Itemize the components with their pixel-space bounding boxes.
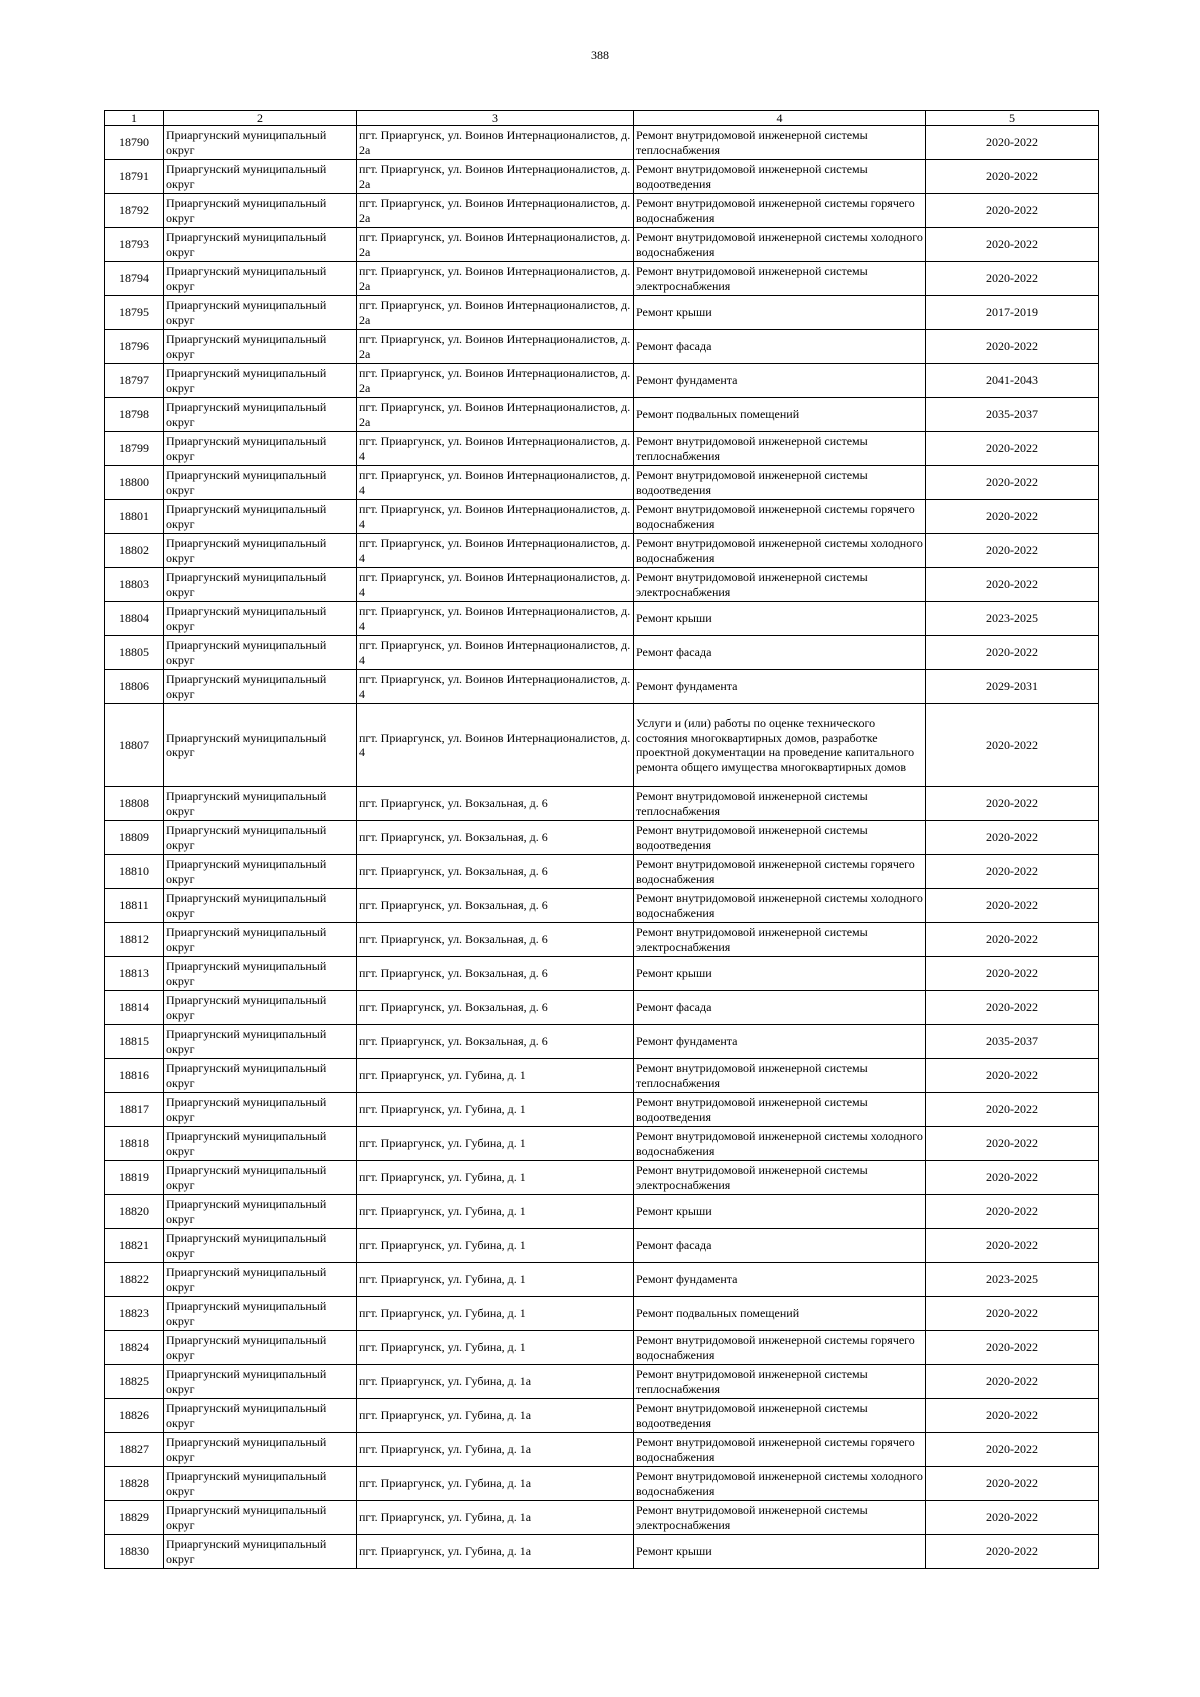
municipality-cell: Приаргунский муниципальный округ xyxy=(164,1161,357,1195)
work-type-cell: Ремонт фундамента xyxy=(634,1025,926,1059)
address-cell: пгт. Приаргунск, ул. Вокзальная, д. 6 xyxy=(357,889,634,923)
address-cell: пгт. Приаргунск, ул. Вокзальная, д. 6 xyxy=(357,855,634,889)
address-cell: пгт. Приаргунск, ул. Губина, д. 1а xyxy=(357,1467,634,1501)
row-number-cell: 18823 xyxy=(105,1297,164,1331)
address-cell: пгт. Приаргунск, ул. Губина, д. 1а xyxy=(357,1365,634,1399)
work-type-cell: Ремонт подвальных помещений xyxy=(634,1297,926,1331)
address-cell: пгт. Приаргунск, ул. Губина, д. 1а xyxy=(357,1501,634,1535)
period-cell: 2020-2022 xyxy=(926,1365,1099,1399)
table-row xyxy=(105,1535,1099,1569)
row-number-cell: 18793 xyxy=(105,228,164,262)
address-cell: пгт. Приаргунск, ул. Воинов Интернационалистов, д. 2а xyxy=(357,330,634,364)
table-row xyxy=(105,228,1099,262)
period-cell: 2023-2025 xyxy=(926,602,1099,636)
address-cell: пгт. Приаргунск, ул. Воинов Интернационалистов, д. 4 xyxy=(357,534,634,568)
row-number-cell: 18804 xyxy=(105,602,164,636)
column-header-4: 4 xyxy=(634,111,926,126)
work-type-cell: Ремонт фундамента xyxy=(634,364,926,398)
period-cell: 2020-2022 xyxy=(926,1229,1099,1263)
municipality-cell: Приаргунский муниципальный округ xyxy=(164,1263,357,1297)
work-type-cell: Ремонт крыши xyxy=(634,1195,926,1229)
address-cell: пгт. Приаргунск, ул. Воинов Интернационалистов, д. 2а xyxy=(357,228,634,262)
municipality-cell: Приаргунский муниципальный округ xyxy=(164,1365,357,1399)
municipality-cell: Приаргунский муниципальный округ xyxy=(164,296,357,330)
table-row xyxy=(105,1331,1099,1365)
address-cell: пгт. Приаргунск, ул. Воинов Интернационалистов, д. 2а xyxy=(357,364,634,398)
table-row xyxy=(105,1161,1099,1195)
row-number-cell: 18822 xyxy=(105,1263,164,1297)
address-cell: пгт. Приаргунск, ул. Губина, д. 1 xyxy=(357,1127,634,1161)
register-table xyxy=(104,110,1099,1569)
row-number-cell: 18794 xyxy=(105,262,164,296)
municipality-cell: Приаргунский муниципальный округ xyxy=(164,1501,357,1535)
table-row xyxy=(105,500,1099,534)
row-number-cell: 18805 xyxy=(105,636,164,670)
period-cell: 2020-2022 xyxy=(926,1467,1099,1501)
period-cell: 2020-2022 xyxy=(926,1399,1099,1433)
municipality-cell: Приаргунский муниципальный округ xyxy=(164,1399,357,1433)
address-cell: пгт. Приаргунск, ул. Воинов Интернационалистов, д. 4 xyxy=(357,500,634,534)
municipality-cell: Приаргунский муниципальный округ xyxy=(164,262,357,296)
municipality-cell: Приаргунский муниципальный округ xyxy=(164,534,357,568)
work-type-cell: Ремонт внутридомовой инженерной системы электроснабжения xyxy=(634,568,926,602)
period-cell: 2020-2022 xyxy=(926,957,1099,991)
row-number-cell: 18802 xyxy=(105,534,164,568)
municipality-cell: Приаргунский муниципальный округ xyxy=(164,398,357,432)
table-row xyxy=(105,1433,1099,1467)
table-row xyxy=(105,821,1099,855)
address-cell: пгт. Приаргунск, ул. Воинов Интернационалистов, д. 4 xyxy=(357,568,634,602)
work-type-cell: Ремонт внутридомовой инженерной системы горячего водоснабжения xyxy=(634,855,926,889)
row-number-cell: 18797 xyxy=(105,364,164,398)
work-type-cell: Ремонт внутридомовой инженерной системы теплоснабжения xyxy=(634,1059,926,1093)
period-cell: 2020-2022 xyxy=(926,991,1099,1025)
row-number-cell: 18825 xyxy=(105,1365,164,1399)
address-cell: пгт. Приаргунск, ул. Воинов Интернационалистов, д. 2а xyxy=(357,126,634,160)
municipality-cell: Приаргунский муниципальный округ xyxy=(164,1467,357,1501)
municipality-cell: Приаргунский муниципальный округ xyxy=(164,821,357,855)
row-number-cell: 18807 xyxy=(105,704,164,787)
work-type-cell: Ремонт внутридомовой инженерной системы водоотведения xyxy=(634,1093,926,1127)
table-row xyxy=(105,126,1099,160)
address-cell: пгт. Приаргунск, ул. Вокзальная, д. 6 xyxy=(357,957,634,991)
period-cell: 2035-2037 xyxy=(926,1025,1099,1059)
work-type-cell: Ремонт внутридомовой инженерной системы водоотведения xyxy=(634,466,926,500)
municipality-cell: Приаргунский муниципальный округ xyxy=(164,636,357,670)
address-cell: пгт. Приаргунск, ул. Вокзальная, д. 6 xyxy=(357,787,634,821)
row-number-cell: 18815 xyxy=(105,1025,164,1059)
work-type-cell: Ремонт фасада xyxy=(634,991,926,1025)
period-cell: 2041-2043 xyxy=(926,364,1099,398)
period-cell: 2020-2022 xyxy=(926,1195,1099,1229)
municipality-cell: Приаргунский муниципальный округ xyxy=(164,466,357,500)
address-cell: пгт. Приаргунск, ул. Вокзальная, д. 6 xyxy=(357,821,634,855)
work-type-cell: Ремонт фундамента xyxy=(634,670,926,704)
column-header-5: 5 xyxy=(926,111,1099,126)
row-number-cell: 18811 xyxy=(105,889,164,923)
work-type-cell: Ремонт внутридомовой инженерной системы водоотведения xyxy=(634,821,926,855)
period-cell: 2020-2022 xyxy=(926,534,1099,568)
work-type-cell: Ремонт внутридомовой инженерной системы холодного водоснабжения xyxy=(634,889,926,923)
row-number-cell: 18796 xyxy=(105,330,164,364)
work-type-cell: Ремонт внутридомовой инженерной системы холодного водоснабжения xyxy=(634,1467,926,1501)
address-cell: пгт. Приаргунск, ул. Воинов Интернационалистов, д. 4 xyxy=(357,636,634,670)
table-row xyxy=(105,1093,1099,1127)
address-cell: пгт. Приаргунск, ул. Воинов Интернационалистов, д. 4 xyxy=(357,432,634,466)
address-cell: пгт. Приаргунск, ул. Губина, д. 1 xyxy=(357,1093,634,1127)
address-cell: пгт. Приаргунск, ул. Воинов Интернационалистов, д. 4 xyxy=(357,670,634,704)
table-row xyxy=(105,991,1099,1025)
table-row xyxy=(105,1059,1099,1093)
row-number-cell: 18826 xyxy=(105,1399,164,1433)
work-type-cell: Ремонт внутридомовой инженерной системы теплоснабжения xyxy=(634,1365,926,1399)
table-row xyxy=(105,1399,1099,1433)
municipality-cell: Приаргунский муниципальный округ xyxy=(164,855,357,889)
column-header-1: 1 xyxy=(105,111,164,126)
work-type-cell: Ремонт крыши xyxy=(634,602,926,636)
address-cell: пгт. Приаргунск, ул. Губина, д. 1а xyxy=(357,1433,634,1467)
address-cell: пгт. Приаргунск, ул. Вокзальная, д. 6 xyxy=(357,923,634,957)
table-row xyxy=(105,330,1099,364)
municipality-cell: Приаргунский муниципальный округ xyxy=(164,1127,357,1161)
work-type-cell: Ремонт внутридомовой инженерной системы электроснабжения xyxy=(634,1161,926,1195)
table-row xyxy=(105,262,1099,296)
column-header-2: 2 xyxy=(164,111,357,126)
municipality-cell: Приаргунский муниципальный округ xyxy=(164,1535,357,1569)
address-cell: пгт. Приаргунск, ул. Воинов Интернационалистов, д. 4 xyxy=(357,466,634,500)
address-cell: пгт. Приаргунск, ул. Воинов Интернационалистов, д. 2а xyxy=(357,296,634,330)
work-type-cell: Ремонт фасада xyxy=(634,330,926,364)
period-cell: 2020-2022 xyxy=(926,500,1099,534)
row-number-cell: 18824 xyxy=(105,1331,164,1365)
municipality-cell: Приаргунский муниципальный округ xyxy=(164,500,357,534)
address-cell: пгт. Приаргунск, ул. Губина, д. 1 xyxy=(357,1263,634,1297)
address-cell: пгт. Приаргунск, ул. Губина, д. 1 xyxy=(357,1331,634,1365)
work-type-cell: Ремонт внутридомовой инженерной системы холодного водоснабжения xyxy=(634,1127,926,1161)
work-type-cell: Ремонт внутридомовой инженерной системы горячего водоснабжения xyxy=(634,194,926,228)
period-cell: 2020-2022 xyxy=(926,1501,1099,1535)
municipality-cell: Приаргунский муниципальный округ xyxy=(164,1433,357,1467)
work-type-cell: Ремонт фасада xyxy=(634,1229,926,1263)
table-row xyxy=(105,432,1099,466)
table-row xyxy=(105,1025,1099,1059)
row-number-cell: 18813 xyxy=(105,957,164,991)
work-type-cell: Ремонт фундамента xyxy=(634,1263,926,1297)
municipality-cell: Приаргунский муниципальный округ xyxy=(164,1331,357,1365)
municipality-cell: Приаргунский муниципальный округ xyxy=(164,957,357,991)
period-cell: 2020-2022 xyxy=(926,1127,1099,1161)
period-cell: 2020-2022 xyxy=(926,228,1099,262)
work-type-cell: Услуги и (или) работы по оценке технического состояния многоквартирных домов, разработке проектной документации на проведение капитального ремонта общего имущества многоквартирных домов xyxy=(634,704,926,787)
row-number-cell: 18799 xyxy=(105,432,164,466)
row-number-cell: 18791 xyxy=(105,160,164,194)
address-cell: пгт. Приаргунск, ул. Воинов Интернационалистов, д. 2а xyxy=(357,194,634,228)
row-number-cell: 18829 xyxy=(105,1501,164,1535)
table-row xyxy=(105,855,1099,889)
work-type-cell: Ремонт крыши xyxy=(634,957,926,991)
municipality-cell: Приаргунский муниципальный округ xyxy=(164,923,357,957)
row-number-cell: 18812 xyxy=(105,923,164,957)
table-row xyxy=(105,1127,1099,1161)
period-cell: 2020-2022 xyxy=(926,1161,1099,1195)
table-row xyxy=(105,923,1099,957)
table-row xyxy=(105,670,1099,704)
period-cell: 2020-2022 xyxy=(926,568,1099,602)
period-cell: 2020-2022 xyxy=(926,1059,1099,1093)
work-type-cell: Ремонт внутридомовой инженерной системы водоотведения xyxy=(634,160,926,194)
municipality-cell: Приаргунский муниципальный округ xyxy=(164,1297,357,1331)
row-number-cell: 18830 xyxy=(105,1535,164,1569)
row-number-cell: 18819 xyxy=(105,1161,164,1195)
table-row xyxy=(105,1501,1099,1535)
municipality-cell: Приаргунский муниципальный округ xyxy=(164,889,357,923)
period-cell: 2020-2022 xyxy=(926,1433,1099,1467)
period-cell: 2020-2022 xyxy=(926,889,1099,923)
table-row xyxy=(105,534,1099,568)
row-number-cell: 18818 xyxy=(105,1127,164,1161)
table-row xyxy=(105,364,1099,398)
table-row xyxy=(105,704,1099,787)
work-type-cell: Ремонт внутридомовой инженерной системы холодного водоснабжения xyxy=(634,228,926,262)
header-row xyxy=(105,111,1099,126)
municipality-cell: Приаргунский муниципальный округ xyxy=(164,228,357,262)
work-type-cell: Ремонт внутридомовой инженерной системы водоотведения xyxy=(634,1399,926,1433)
address-cell: пгт. Приаргунск, ул. Воинов Интернационалистов, д. 2а xyxy=(357,262,634,296)
period-cell: 2020-2022 xyxy=(926,787,1099,821)
table-row xyxy=(105,1297,1099,1331)
work-type-cell: Ремонт внутридомовой инженерной системы горячего водоснабжения xyxy=(634,500,926,534)
work-type-cell: Ремонт внутридомовой инженерной системы горячего водоснабжения xyxy=(634,1433,926,1467)
row-number-cell: 18795 xyxy=(105,296,164,330)
work-type-cell: Ремонт внутридомовой инженерной системы электроснабжения xyxy=(634,262,926,296)
period-cell: 2020-2022 xyxy=(926,330,1099,364)
table-row xyxy=(105,889,1099,923)
row-number-cell: 18800 xyxy=(105,466,164,500)
municipality-cell: Приаргунский муниципальный округ xyxy=(164,1059,357,1093)
address-cell: пгт. Приаргунск, ул. Вокзальная, д. 6 xyxy=(357,991,634,1025)
municipality-cell: Приаргунский муниципальный округ xyxy=(164,670,357,704)
municipality-cell: Приаргунский муниципальный округ xyxy=(164,602,357,636)
table-row xyxy=(105,1229,1099,1263)
work-type-cell: Ремонт внутридомовой инженерной системы теплоснабжения xyxy=(634,787,926,821)
table-row xyxy=(105,1467,1099,1501)
table-row xyxy=(105,957,1099,991)
period-cell: 2020-2022 xyxy=(926,432,1099,466)
work-type-cell: Ремонт внутридомовой инженерной системы электроснабжения xyxy=(634,1501,926,1535)
row-number-cell: 18798 xyxy=(105,398,164,432)
address-cell: пгт. Приаргунск, ул. Губина, д. 1 xyxy=(357,1195,634,1229)
municipality-cell: Приаргунский муниципальный округ xyxy=(164,330,357,364)
row-number-cell: 18820 xyxy=(105,1195,164,1229)
period-cell: 2020-2022 xyxy=(926,126,1099,160)
row-number-cell: 18810 xyxy=(105,855,164,889)
table-row xyxy=(105,160,1099,194)
row-number-cell: 18827 xyxy=(105,1433,164,1467)
period-cell: 2020-2022 xyxy=(926,923,1099,957)
municipality-cell: Приаргунский муниципальный округ xyxy=(164,194,357,228)
municipality-cell: Приаргунский муниципальный округ xyxy=(164,704,357,787)
address-cell: пгт. Приаргунск, ул. Воинов Интернационалистов, д. 2а xyxy=(357,398,634,432)
row-number-cell: 18801 xyxy=(105,500,164,534)
address-cell: пгт. Приаргунск, ул. Губина, д. 1 xyxy=(357,1161,634,1195)
municipality-cell: Приаргунский муниципальный округ xyxy=(164,991,357,1025)
period-cell: 2020-2022 xyxy=(926,704,1099,787)
table-row xyxy=(105,568,1099,602)
period-cell: 2020-2022 xyxy=(926,1331,1099,1365)
table-row xyxy=(105,1365,1099,1399)
period-cell: 2020-2022 xyxy=(926,636,1099,670)
table-row xyxy=(105,602,1099,636)
row-number-cell: 18814 xyxy=(105,991,164,1025)
period-cell: 2020-2022 xyxy=(926,1093,1099,1127)
period-cell: 2023-2025 xyxy=(926,1263,1099,1297)
table-body xyxy=(105,126,1099,1569)
municipality-cell: Приаргунский муниципальный округ xyxy=(164,1229,357,1263)
work-type-cell: Ремонт внутридомовой инженерной системы горячего водоснабжения xyxy=(634,1331,926,1365)
row-number-cell: 18806 xyxy=(105,670,164,704)
period-cell: 2020-2022 xyxy=(926,1535,1099,1569)
table-row xyxy=(105,787,1099,821)
period-cell: 2020-2022 xyxy=(926,1297,1099,1331)
period-cell: 2029-2031 xyxy=(926,670,1099,704)
table-row xyxy=(105,1263,1099,1297)
work-type-cell: Ремонт подвальных помещений xyxy=(634,398,926,432)
municipality-cell: Приаргунский муниципальный округ xyxy=(164,1025,357,1059)
row-number-cell: 18790 xyxy=(105,126,164,160)
period-cell: 2020-2022 xyxy=(926,194,1099,228)
period-cell: 2020-2022 xyxy=(926,821,1099,855)
row-number-cell: 18803 xyxy=(105,568,164,602)
address-cell: пгт. Приаргунск, ул. Вокзальная, д. 6 xyxy=(357,1025,634,1059)
work-type-cell: Ремонт внутридомовой инженерной системы теплоснабжения xyxy=(634,432,926,466)
address-cell: пгт. Приаргунск, ул. Губина, д. 1 xyxy=(357,1059,634,1093)
address-cell: пгт. Приаргунск, ул. Губина, д. 1а xyxy=(357,1399,634,1433)
municipality-cell: Приаргунский муниципальный округ xyxy=(164,1093,357,1127)
work-type-cell: Ремонт внутридомовой инженерной системы электроснабжения xyxy=(634,923,926,957)
row-number-cell: 18821 xyxy=(105,1229,164,1263)
address-cell: пгт. Приаргунск, ул. Губина, д. 1 xyxy=(357,1297,634,1331)
address-cell: пгт. Приаргунск, ул. Воинов Интернационалистов, д. 4 xyxy=(357,704,634,787)
table-row xyxy=(105,398,1099,432)
table-row xyxy=(105,466,1099,500)
municipality-cell: Приаргунский муниципальный округ xyxy=(164,787,357,821)
table-row xyxy=(105,296,1099,330)
period-cell: 2020-2022 xyxy=(926,160,1099,194)
address-cell: пгт. Приаргунск, ул. Воинов Интернационалистов, д. 2а xyxy=(357,160,634,194)
row-number-cell: 18816 xyxy=(105,1059,164,1093)
municipality-cell: Приаргунский муниципальный округ xyxy=(164,126,357,160)
table-row xyxy=(105,194,1099,228)
period-cell: 2020-2022 xyxy=(926,466,1099,500)
work-type-cell: Ремонт фасада xyxy=(634,636,926,670)
period-cell: 2020-2022 xyxy=(926,855,1099,889)
municipality-cell: Приаргунский муниципальный округ xyxy=(164,364,357,398)
work-type-cell: Ремонт крыши xyxy=(634,296,926,330)
table-row xyxy=(105,1195,1099,1229)
period-cell: 2017-2019 xyxy=(926,296,1099,330)
municipality-cell: Приаргунский муниципальный округ xyxy=(164,568,357,602)
table-row xyxy=(105,636,1099,670)
row-number-cell: 18808 xyxy=(105,787,164,821)
address-cell: пгт. Приаргунск, ул. Губина, д. 1 xyxy=(357,1229,634,1263)
row-number-cell: 18792 xyxy=(105,194,164,228)
municipality-cell: Приаргунский муниципальный округ xyxy=(164,1195,357,1229)
column-header-3: 3 xyxy=(357,111,634,126)
period-cell: 2020-2022 xyxy=(926,262,1099,296)
municipality-cell: Приаргунский муниципальный округ xyxy=(164,432,357,466)
row-number-cell: 18817 xyxy=(105,1093,164,1127)
page-number: 388 xyxy=(591,48,609,62)
work-type-cell: Ремонт внутридомовой инженерной системы холодного водоснабжения xyxy=(634,534,926,568)
row-number-cell: 18828 xyxy=(105,1467,164,1501)
period-cell: 2035-2037 xyxy=(926,398,1099,432)
work-type-cell: Ремонт внутридомовой инженерной системы теплоснабжения xyxy=(634,126,926,160)
address-cell: пгт. Приаргунск, ул. Губина, д. 1а xyxy=(357,1535,634,1569)
work-type-cell: Ремонт крыши xyxy=(634,1535,926,1569)
row-number-cell: 18809 xyxy=(105,821,164,855)
address-cell: пгт. Приаргунск, ул. Воинов Интернационалистов, д. 4 xyxy=(357,602,634,636)
municipality-cell: Приаргунский муниципальный округ xyxy=(164,160,357,194)
